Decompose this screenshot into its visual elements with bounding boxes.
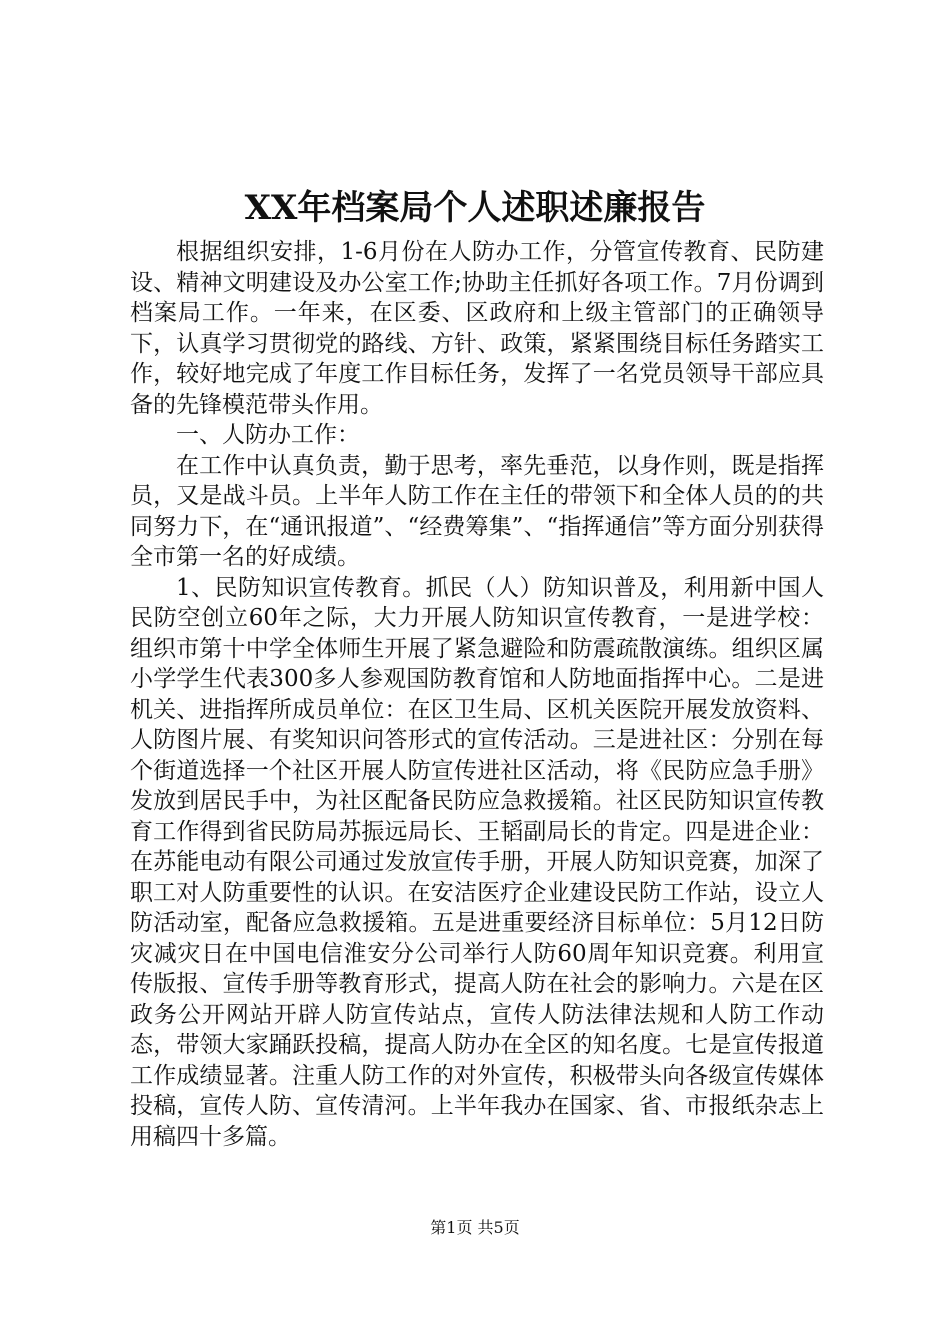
document-body [130,237,824,1152]
page-footer: 第1页 共5页 [430,1218,520,1237]
section-heading-civil-defense: 一、人防办工作： [176,422,360,448]
document-title: XX年档案局个人述职述廉报告 [244,188,706,228]
paragraph-publicity-education: 1、民防知识宣传教育。抓民（人）防知识普及，利用新中国人民防空创立60年之际，大力开展人防知识宣传教育，一是进学校：组织市第十中学全体师生开展了紧急避险和防震疏散演练。组织区属小学学生代表300多人参观国防教育馆和人防地面指挥中心。二是进机关、进指挥所成员单位：在区卫生局、区机关医院开展发放资料、人防图片展、有奖知识问答形式的宣传活动。三是进社区：分别在每个街道选择一个社区开展人防宣传进社区活动，将《民防应急手册》发放到居民手中，为社区配备民防应急救援箱。社区民防知识宣传教育工作得到省民防局苏振远局长、王韬副局长的肯定。四是进企业：在苏能电动有限公司通过发放宣传手册，开展人防知识竞赛，加深了职工对人防重要性的认识。在安洁医疗企业建设民防工作站，设立人防活动室，配备应急救援箱。五是进重要经济目标单位：5月12日防灾减灾日在中国电信淮安分公司举行人防60周年知识竞赛。利用宣传版报、宣传手册等教育形式，提高人防在社会的影响力。六是在区政务公开网站开辟人防宣传站点，宣传人防法律法规和人防工作动态，带领大家踊跃投稿，提高人防办在全区的知名度。七是宣传报道工作成绩显著。注重人防工作的对外宣传，积极带头向各级宣传媒体投稿，宣传人防、宣传清河。上半年我办在国家、省、市报纸杂志上用稿四十多篇。 [130,574,824,1150]
paragraph-work-attitude: 在工作中认真负责，勤于思考，率先垂范，以身作则，既是指挥员，又是战斗员。上半年人防工作在主任的带领下和全体人员的的共同努力下，在“通讯报道”、“经费筹集”、“指挥通信”等方面分别获得全市第一名的好成绩。 [130,452,824,570]
paragraph-intro: 根据组织安排，1-6月份在人防办工作，分管宣传教育、民防建设、精神文明建设及办公室工作;协助主任抓好各项工作。7月份调到档案局工作。一年来，在区委、区政府和上级主管部门的正确领导下，认真学习贯彻党的路线、方针、政策，紧紧围绕目标任务踏实工作，较好地完成了年度工作目标任务，发挥了一名党员领导干部应具备的先锋模范带头作用。 [130,239,824,418]
